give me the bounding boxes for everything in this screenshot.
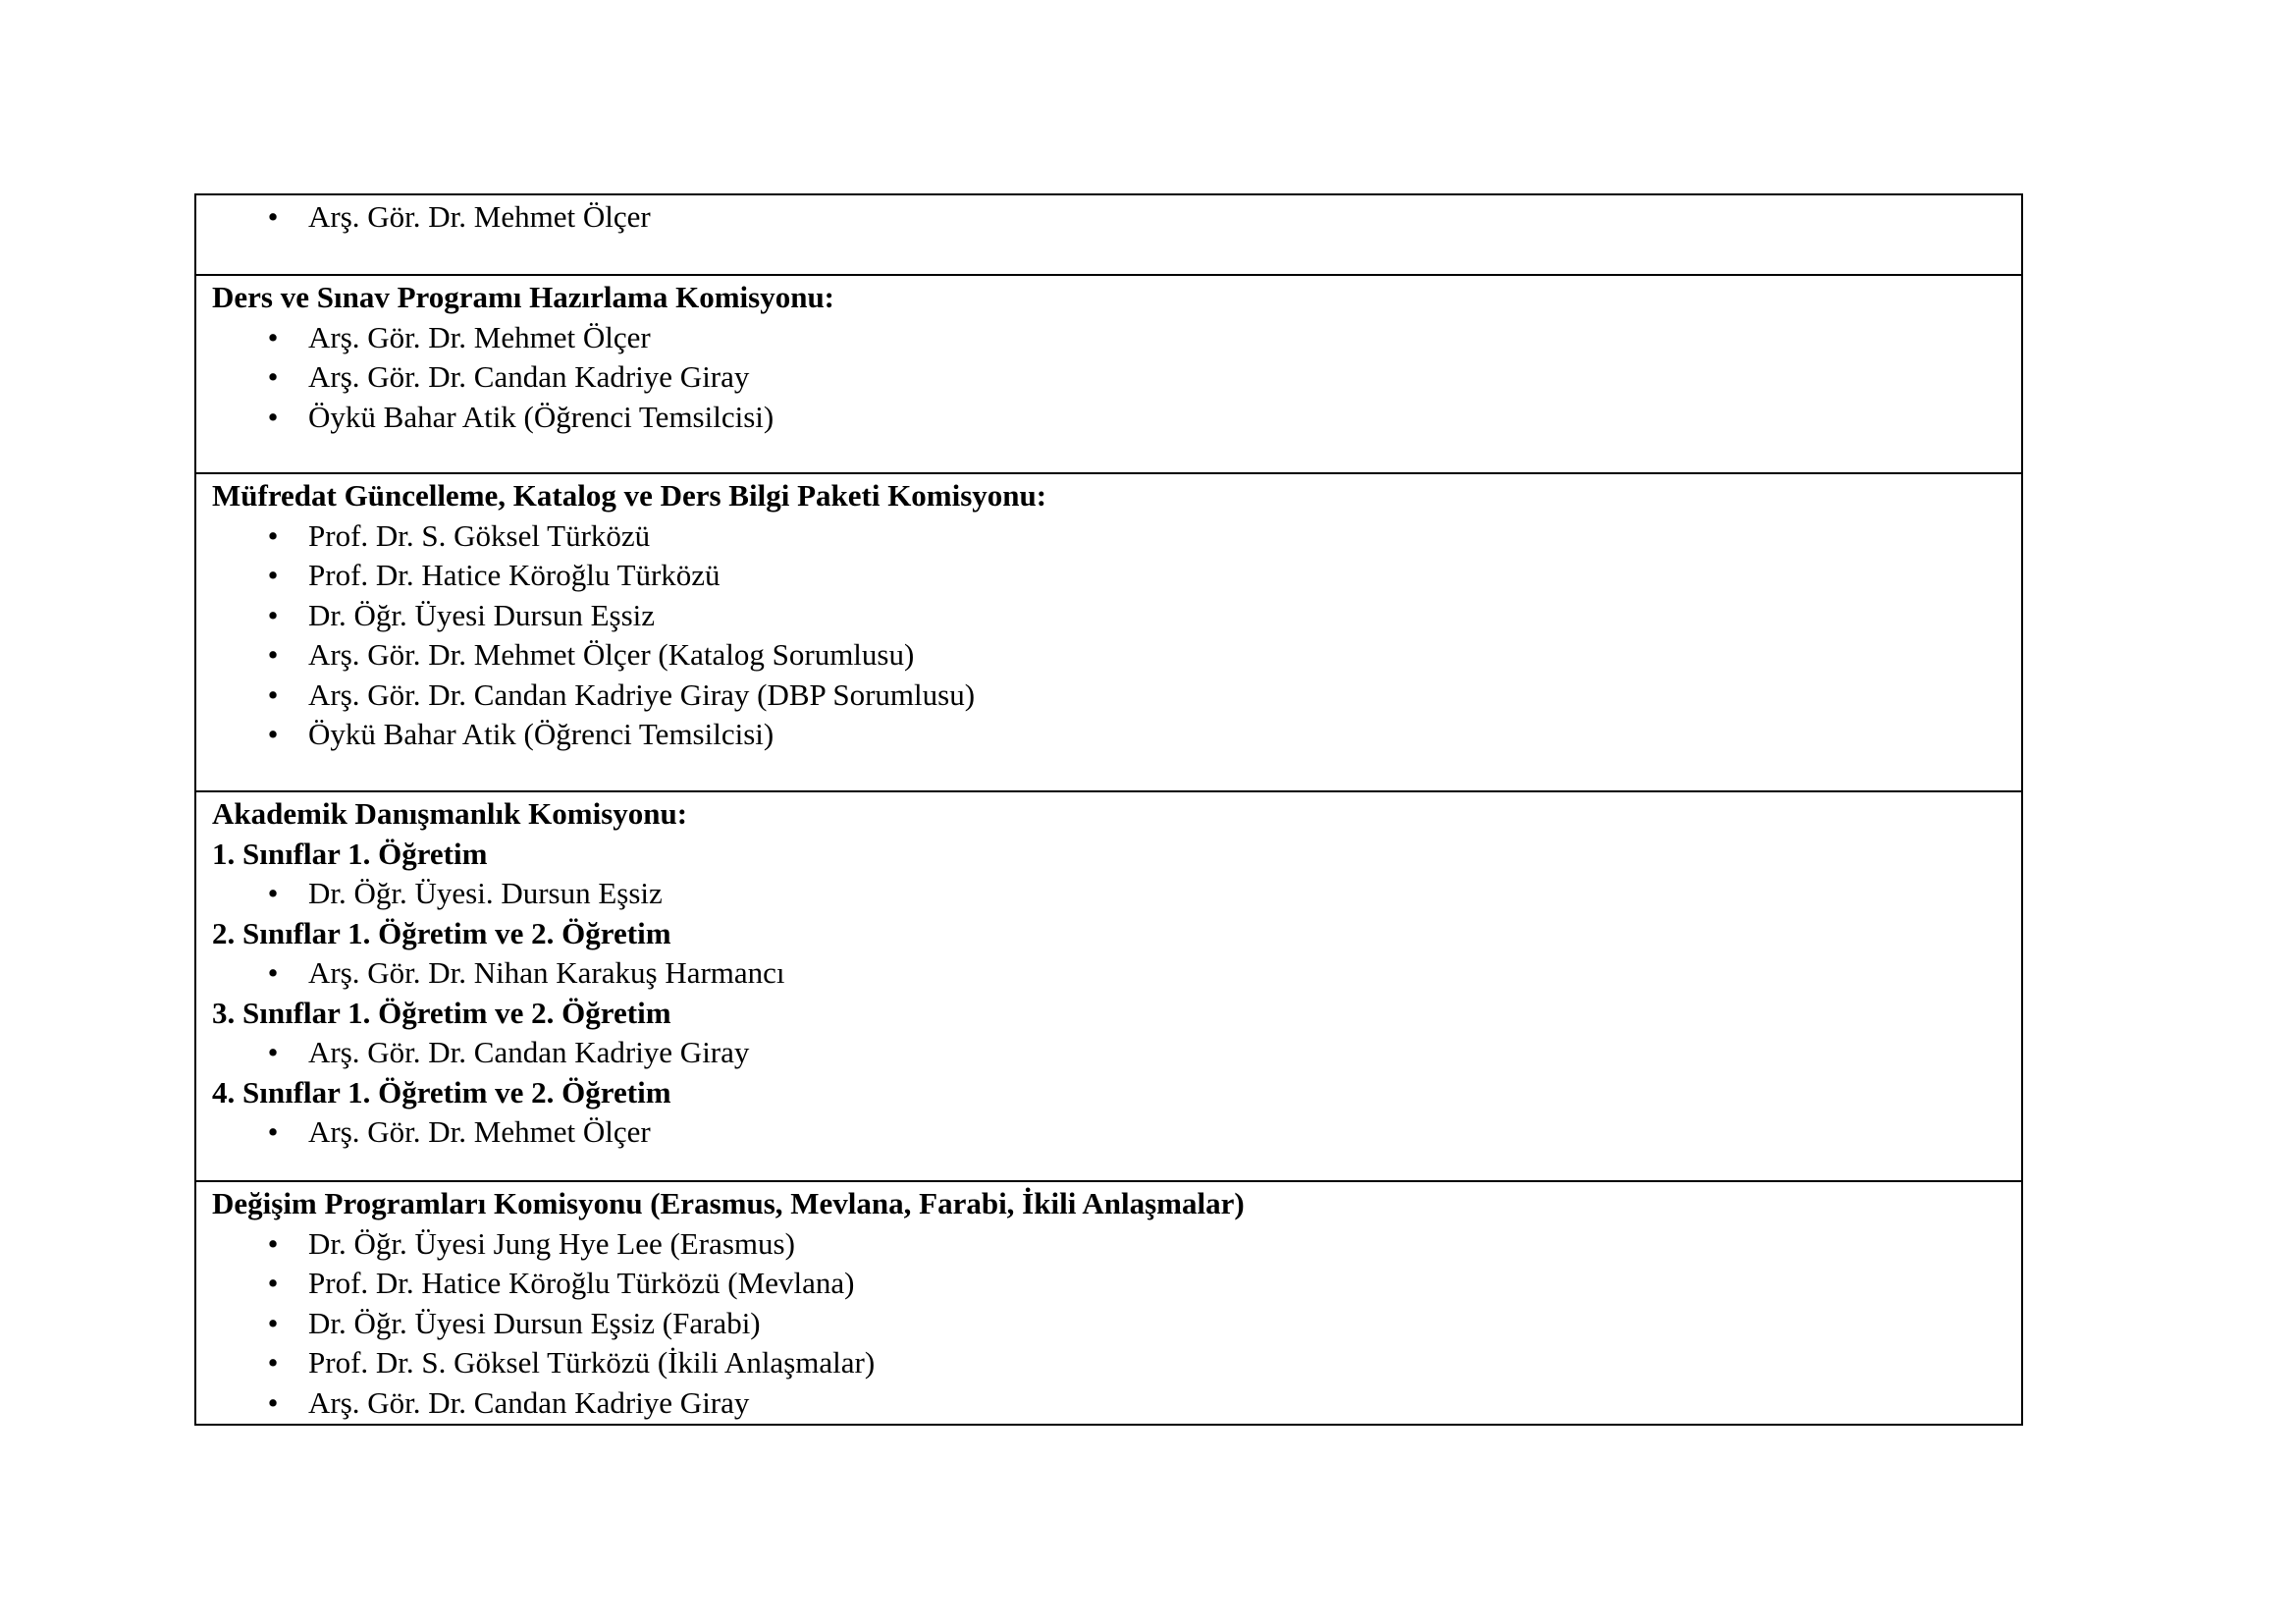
bullet-icon: • (267, 359, 279, 394)
committee-heading: Ders ve Sınav Programı Hazırlama Komisyonu: (212, 280, 835, 314)
bullet-icon: • (267, 597, 279, 632)
class-subheading: 1. Sınıflar 1. Öğretim (212, 836, 488, 871)
list-item (212, 1383, 2021, 1424)
committee-cell-exchange (196, 1182, 2021, 1424)
list-item (212, 635, 2021, 676)
class-subheading: 3. Sınıflar 1. Öğretim ve 2. Öğretim (212, 995, 671, 1030)
committee-cell-curriculum (196, 474, 2021, 792)
bullet-icon: • (267, 955, 279, 990)
bullet-icon: • (267, 399, 279, 434)
committee-heading: Akademik Danışmanlık Komisyonu: (212, 796, 688, 831)
member-name: Prof. Dr. Hatice Köroğlu Türközü (Mevlana) (308, 1266, 855, 1300)
bullet-icon: • (267, 1035, 279, 1069)
member-name: Arş. Gör. Dr. Nihan Karakuş Harmancı (308, 955, 785, 990)
committee-table (194, 193, 2023, 1426)
committee-cell-continuation (196, 195, 2021, 276)
list-item (212, 676, 2021, 716)
bullet-icon: • (267, 876, 279, 910)
member-name: Öykü Bahar Atik (Öğrenci Temsilcisi) (308, 399, 774, 434)
list-item (212, 318, 2021, 358)
member-name: Prof. Dr. Hatice Köroğlu Türközü (308, 558, 721, 592)
bullet-icon: • (267, 558, 279, 592)
list-item (212, 398, 2021, 438)
member-name: Prof. Dr. S. Göksel Türközü (İkili Anlaşmalar) (308, 1345, 876, 1380)
member-name: Arş. Gör. Dr. Mehmet Ölçer (308, 319, 651, 354)
committee-heading: Müfredat Güncelleme, Katalog ve Ders Bilgi Paketi Komisyonu: (212, 478, 1047, 513)
bullet-icon: • (267, 199, 279, 234)
list-item (212, 1264, 2021, 1304)
member-name: Arş. Gör. Dr. Candan Kadriye Giray (308, 1384, 750, 1420)
list-item (212, 953, 2021, 994)
list-item (212, 357, 2021, 398)
bullet-icon: • (267, 1266, 279, 1300)
committee-heading: Değişim Programları Komisyonu (Erasmus, Mevlana, Farabi, İkili Anlaşmalar) (212, 1186, 1245, 1220)
bullet-icon: • (267, 1345, 279, 1380)
bullet-icon: • (267, 677, 279, 712)
member-name: Arş. Gör. Dr. Candan Kadriye Giray (308, 1035, 750, 1069)
bullet-icon: • (267, 637, 279, 672)
member-name: Arş. Gör. Dr. Mehmet Ölçer (308, 1114, 651, 1149)
member-name: Arş. Gör. Dr. Candan Kadriye Giray (DBP Sorumlusu) (308, 677, 976, 712)
class-subheading: 4. Sınıflar 1. Öğretim ve 2. Öğretim (212, 1074, 671, 1110)
committee-cell-advising (196, 792, 2021, 1182)
list-item (212, 197, 2021, 238)
list-item (212, 516, 2021, 557)
class-subheading: 2. Sınıflar 1. Öğretim ve 2. Öğretim (212, 915, 671, 950)
member-name: Dr. Öğr. Üyesi Dursun Eşsiz (Farabi) (308, 1305, 761, 1340)
member-name: Prof. Dr. S. Göksel Türközü (308, 517, 651, 553)
member-name: Dr. Öğr. Üyesi Dursun Eşsiz (308, 597, 656, 632)
member-name: Dr. Öğr. Üyesi Jung Hye Lee (Erasmus) (308, 1225, 795, 1261)
committee-cell-schedule (196, 276, 2021, 474)
list-item (212, 596, 2021, 636)
member-name: Dr. Öğr. Üyesi. Dursun Eşsiz (308, 876, 663, 910)
list-item (212, 1033, 2021, 1073)
bullet-icon: • (267, 517, 279, 553)
bullet-icon: • (267, 319, 279, 354)
bullet-icon: • (267, 1305, 279, 1340)
bullet-icon: • (267, 1384, 279, 1420)
bullet-icon: • (267, 1225, 279, 1261)
member-name: Öykü Bahar Atik (Öğrenci Temsilcisi) (308, 717, 774, 751)
list-item (212, 1112, 2021, 1153)
list-item (212, 1304, 2021, 1344)
list-item (212, 556, 2021, 596)
list-item (212, 715, 2021, 755)
list-item (212, 874, 2021, 914)
list-item (212, 1343, 2021, 1383)
bullet-icon: • (267, 1114, 279, 1149)
member-name: Arş. Gör. Dr. Mehmet Ölçer (308, 199, 651, 234)
bullet-icon: • (267, 717, 279, 751)
list-item (212, 1224, 2021, 1265)
member-name: Arş. Gör. Dr. Candan Kadriye Giray (308, 359, 750, 394)
member-name: Arş. Gör. Dr. Mehmet Ölçer (Katalog Sorumlusu) (308, 637, 915, 672)
